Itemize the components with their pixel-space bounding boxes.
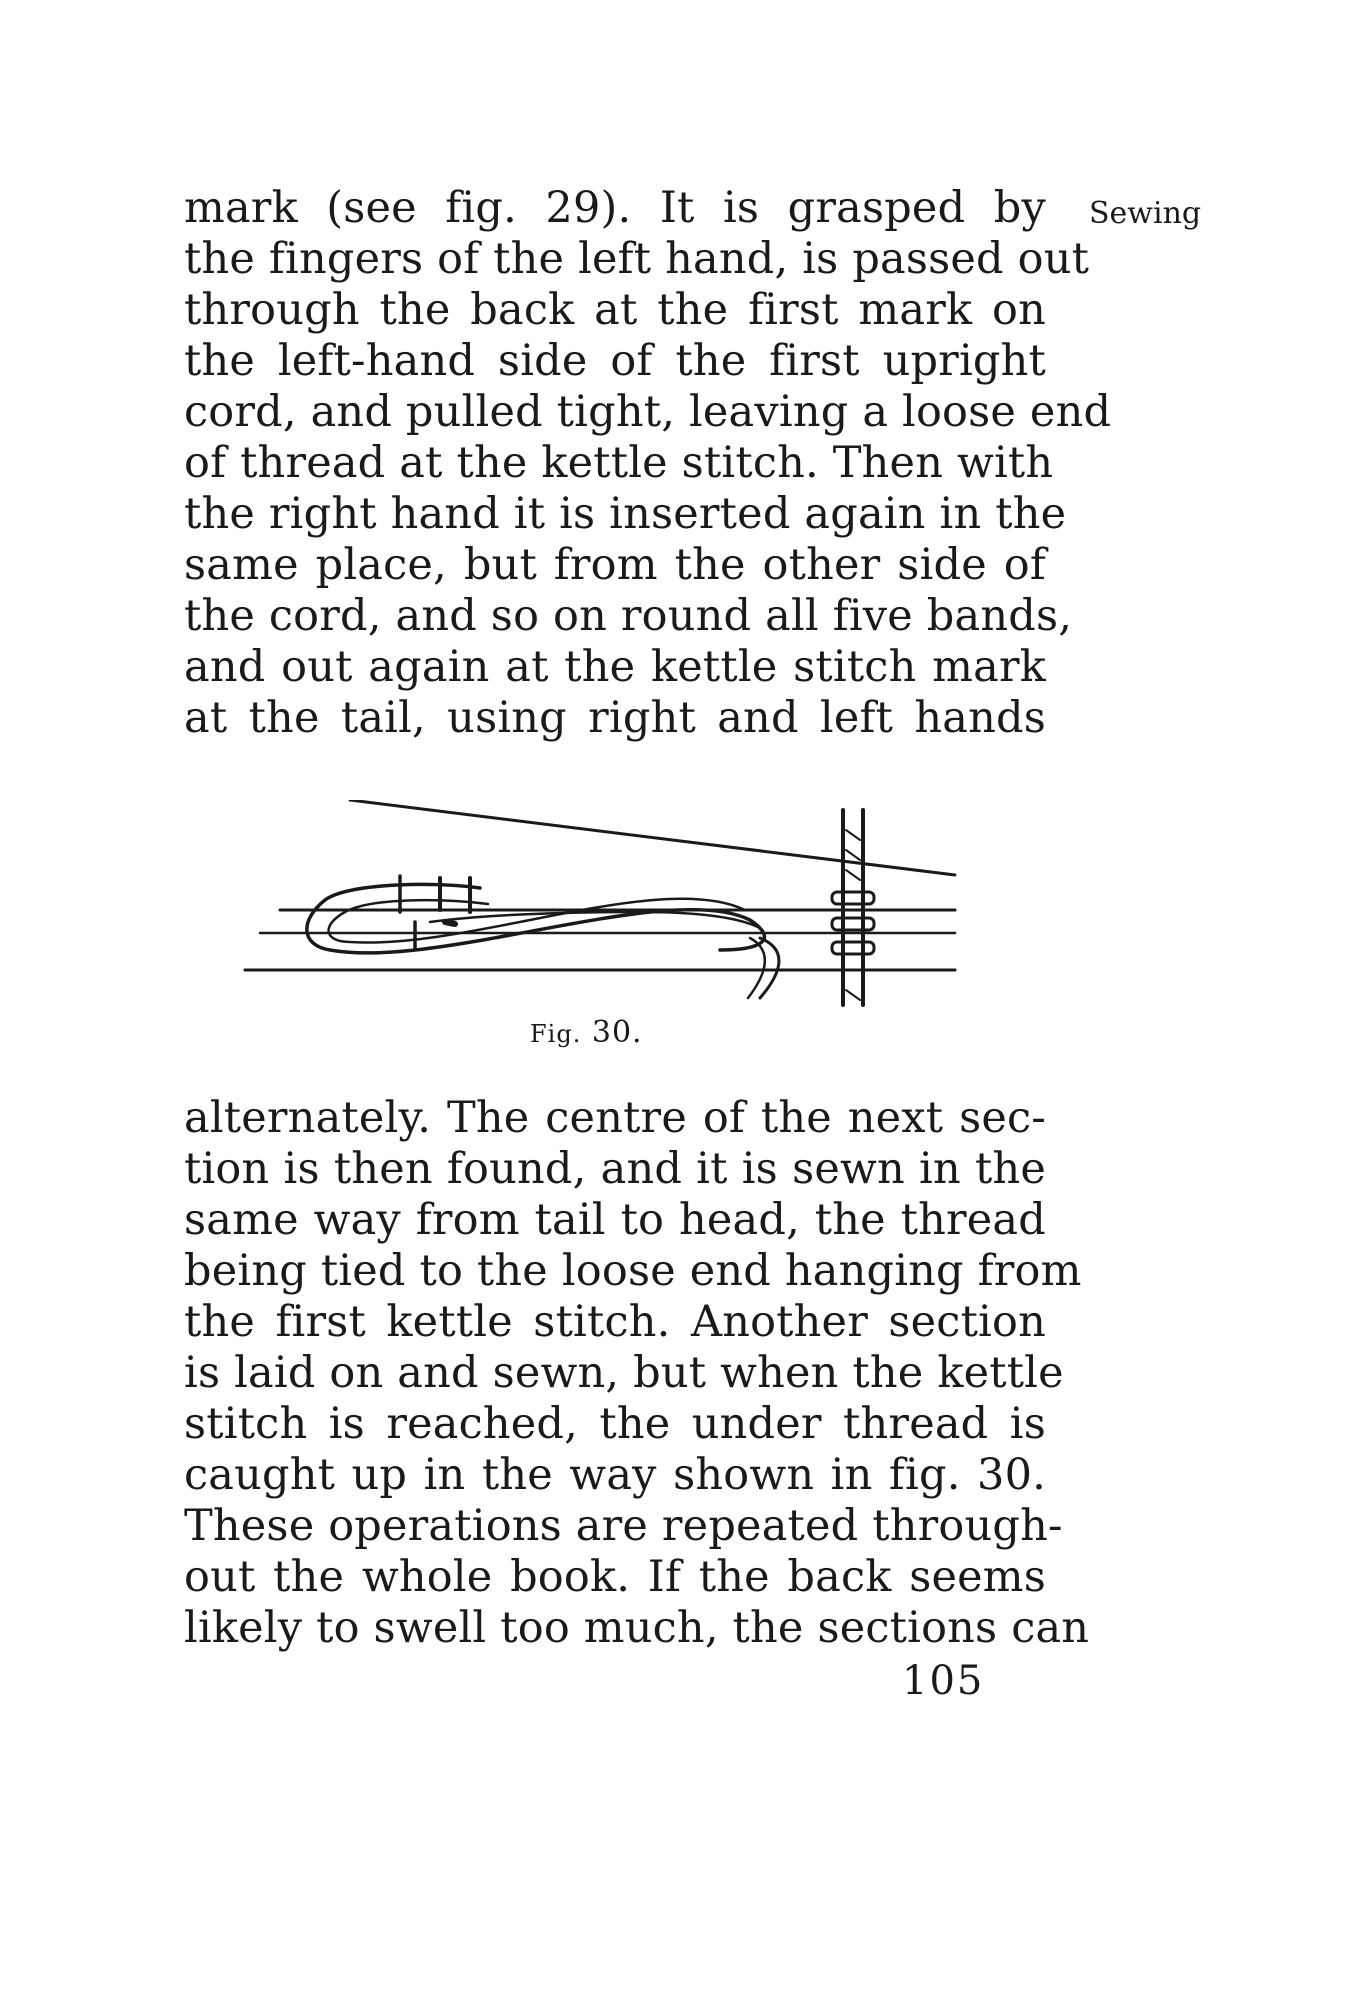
caption-fig-number: 30.	[591, 1015, 643, 1050]
text-line: out the whole book. If the back seems	[184, 1552, 1046, 1602]
text-line: stitch is reached, the under thread is	[184, 1399, 1046, 1449]
kettle-stitch-figure	[240, 800, 960, 1020]
figure-caption	[530, 1015, 643, 1052]
text-line: tion is then found, and it is sewn in the	[184, 1144, 1046, 1194]
text-line: cord, and pulled tight, leaving a loose end	[184, 387, 1112, 437]
text-line: same way from tail to head, the thread	[184, 1195, 1046, 1245]
text-line: and out again at the kettle stitch mark	[184, 642, 1046, 692]
section-lines	[245, 800, 955, 970]
text-line: alternately. The centre of the next sec-	[184, 1093, 1046, 1143]
text-line: of thread at the kettle stitch. Then with	[184, 438, 1054, 488]
thread-loop	[307, 876, 779, 998]
text-line: being tied to the loose end hanging from	[184, 1246, 1082, 1296]
text-line: caught up in the way shown in fig. 30.	[184, 1450, 1046, 1500]
text-line: the first kettle stitch. Another section	[184, 1297, 1046, 1347]
text-line: the fingers of the left hand, is passed out	[184, 234, 1090, 284]
text-line: at the tail, using right and left hands	[184, 693, 1046, 743]
text-line: through the back at the first mark on	[184, 285, 1046, 335]
text-line: likely to swell too much, the sections can	[184, 1603, 1090, 1653]
text-line: same place, but from the other side of	[184, 540, 1046, 590]
text-line: the cord, and so on round all five bands,	[184, 591, 1073, 641]
caption-fig-label: Fig.	[530, 1020, 582, 1048]
page-number: 105	[902, 1658, 985, 1704]
paragraph-bottom	[184, 1093, 1090, 1654]
paragraph-top	[184, 183, 1112, 744]
upright-cord	[832, 810, 874, 1005]
text-line: mark (see fig. 29). It is grasped by	[184, 183, 1046, 233]
text-line: is laid on and sewn, but when the kettle	[184, 1348, 1064, 1398]
text-line: These operations are repeated through-	[184, 1501, 1063, 1551]
text-line: the left-hand side of the first upright	[184, 336, 1046, 386]
running-head: Sewing	[1089, 196, 1202, 231]
text-line: the right hand it is inserted again in the	[184, 489, 1067, 539]
